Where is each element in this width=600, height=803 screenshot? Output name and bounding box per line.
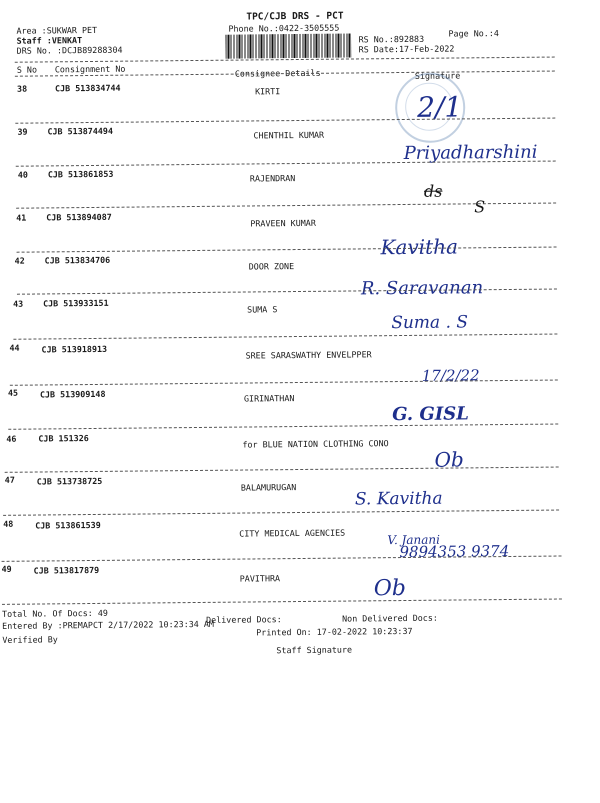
row-consignee: BALAMURUGAN [240, 482, 297, 493]
row-signature: Suma . S [391, 312, 469, 334]
col-sno: S No [16, 64, 38, 75]
row-consignee: PRAVEEN KUMAR [250, 217, 316, 229]
row-consignment: CJB 513861539 [35, 519, 101, 531]
row-signature: Ob [434, 447, 464, 472]
row-sno: 41 [16, 212, 27, 223]
row-consignee: GIRINATHAN [243, 393, 295, 404]
row-signature-extra: S [474, 197, 486, 217]
row-consignment: CJB 513909148 [39, 388, 106, 400]
drs-number: DRS No. :DCJB89288304 [16, 44, 123, 56]
row-consignment: CJB 513817879 [33, 564, 100, 576]
row-sno: 47 [4, 474, 15, 485]
total-docs: Total No. Of Docs: 49 [1, 607, 108, 619]
row-consignee: RAJENDRAN [249, 173, 296, 184]
table-row [2, 556, 600, 608]
row-signature: Priyadharshini [403, 141, 538, 164]
rs-date: RS Date:17-Feb-2022 [358, 43, 455, 55]
row-sno: 49 [1, 563, 12, 574]
row-consignment: CJB 513874494 [47, 125, 114, 137]
row-consignee: DOOR ZONE [248, 261, 295, 272]
row-signature: 17/2/22 [421, 366, 480, 385]
printed-on: Printed On: 17-02-2022 10:23:37 [256, 625, 413, 638]
staff-signature-label: Staff Signature [276, 644, 353, 656]
row-signature: R. Saravanan [360, 277, 484, 300]
row-sno: 38 [16, 83, 28, 94]
area-label: Area :SUKWAR PET [16, 24, 98, 36]
non-delivered-docs: Non Delivered Docs: [342, 612, 438, 624]
row-sno: 44 [9, 342, 20, 353]
document-title: TPC/CJB DRS - PCT [246, 10, 344, 23]
table-row [0, 335, 600, 387]
row-consignment: CJB 513933151 [43, 297, 109, 309]
row-signature: 2/1 [417, 90, 463, 124]
page-number: Page No.:4 [448, 28, 499, 39]
row-sno: 45 [7, 387, 19, 398]
row-sno: 48 [3, 518, 14, 529]
row-consignee: SUMA S [247, 304, 278, 315]
row-signature: G. GISL [392, 403, 469, 426]
row-consignment: CJB 513738725 [36, 475, 103, 487]
col-consignment: Consignment No [54, 63, 126, 75]
row-sno: 46 [6, 433, 17, 444]
row-consignee: PAVITHRA [239, 573, 281, 584]
row-consignee: CITY MEDICAL AGENCIES [239, 527, 346, 539]
row-consignment: CJB 513894087 [46, 211, 112, 223]
verified-by: Verified By [2, 634, 58, 645]
row-signature: Kavitha [380, 234, 459, 260]
row-consignee: for BLUE NATION CLOTHING CONO [242, 438, 389, 450]
rs-number: RS No.:892883 [358, 33, 425, 45]
row-consignment: CJB 513918913 [41, 343, 108, 355]
row-sno: 40 [17, 169, 28, 180]
row-consignment: CJB 513834744 [54, 82, 121, 94]
row-sno: 39 [17, 126, 28, 137]
table-row [1, 511, 600, 563]
row-sno: 43 [13, 298, 24, 309]
delivered-docs: Delivered Docs: [206, 614, 282, 625]
staff-label: Staff :VENKAT [16, 35, 83, 46]
row-signature: ds [423, 181, 443, 201]
row-consignment: CJB 151326 [38, 433, 89, 444]
col-signature: Signature [414, 70, 461, 81]
row-consignment: CJB 513834706 [44, 254, 111, 266]
row-consignee: KIRTI [254, 86, 281, 97]
barcode-image [225, 33, 351, 58]
row-consignee: SREE SARASWATHY ENVELPPER [245, 349, 372, 361]
row-consignment: CJB 513861853 [47, 168, 114, 180]
entered-by: Entered By :PREMAPCT 2/17/2022 10:23:34 AM [2, 618, 214, 631]
row-signature-extra: 9894353 9374 [399, 541, 510, 562]
col-consignee: Consignee Details [234, 67, 321, 79]
row-signature: Ob [373, 575, 407, 602]
row-sno: 42 [14, 255, 25, 266]
row-signature: V. Janani [387, 532, 441, 548]
row-consignee: CHENTHIL KUMAR [253, 129, 325, 141]
row-signature: S. Kavitha [354, 488, 443, 510]
row-divider [2, 598, 562, 604]
phone-number: Phone No.:0422-3505555 [228, 22, 340, 34]
